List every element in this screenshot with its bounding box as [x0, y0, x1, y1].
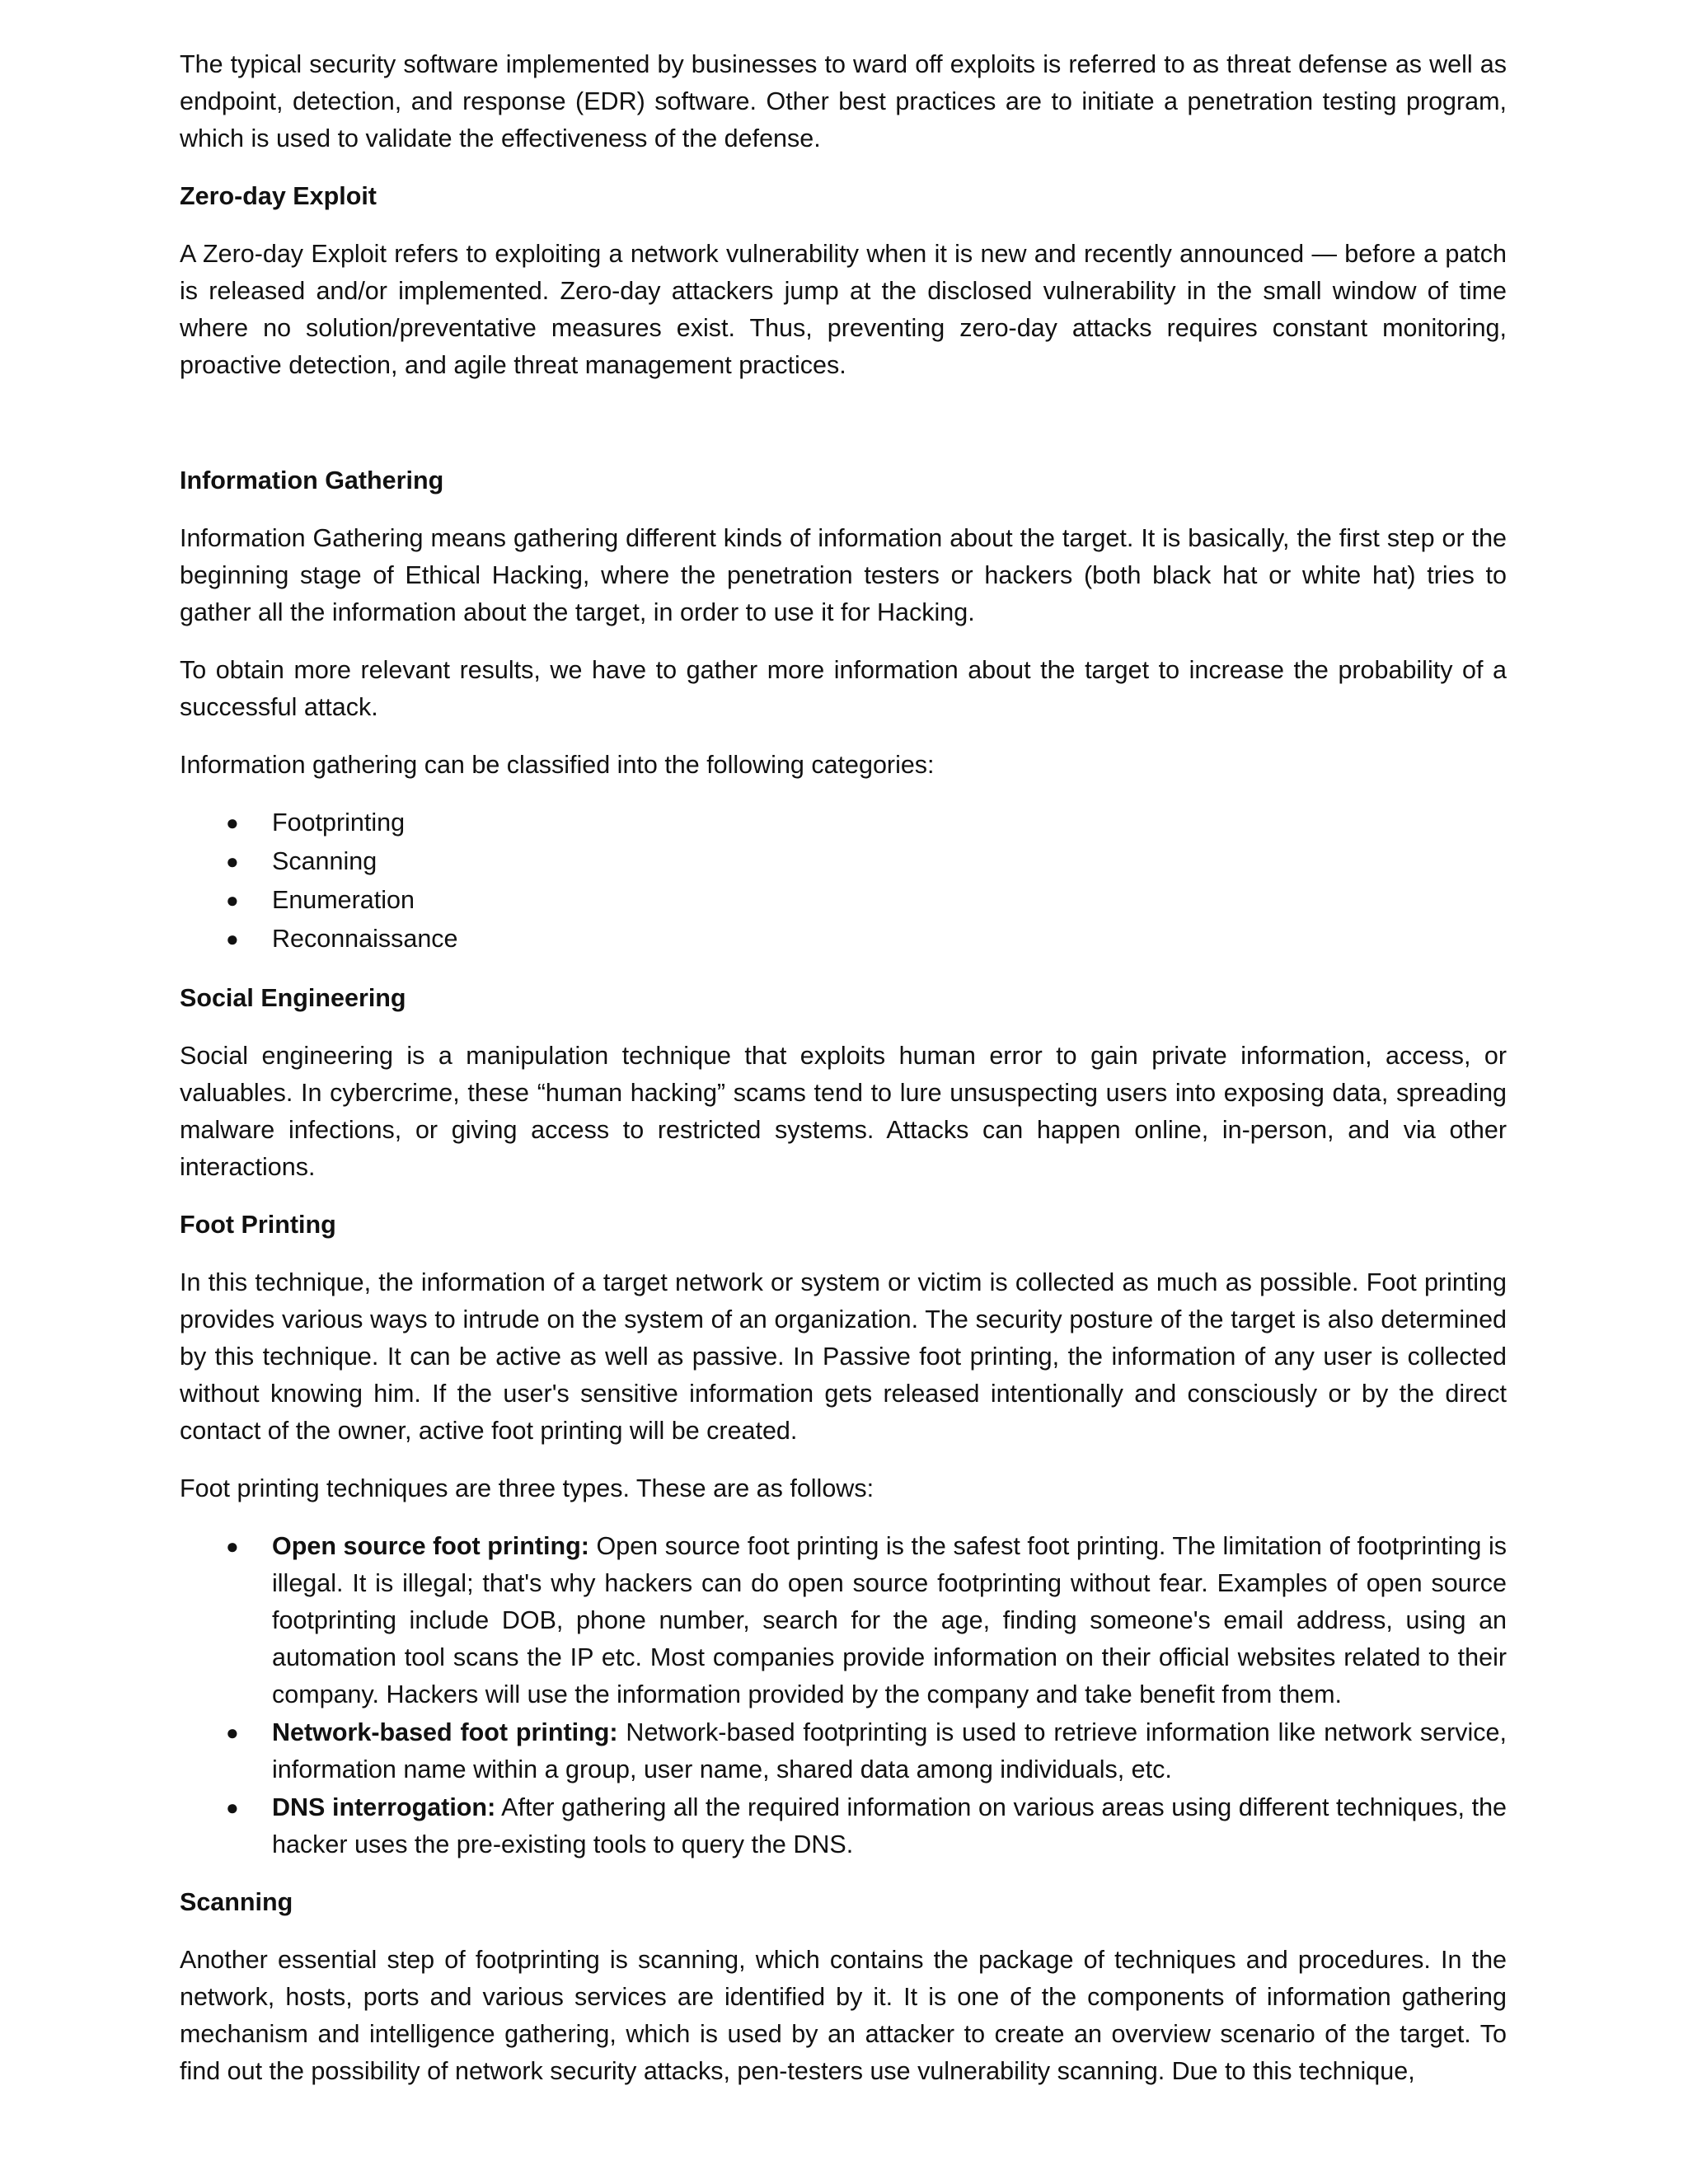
paragraph-zero-day: A Zero-day Exploit refers to exploiting a network vulnerability when it is new and recently announced — before a patch is released and/or implemented. Zero-day attackers jump at the disclosed vulnerability in the small window of time where no solution/preventative measures exist. Thus, preventing zero-day attacks requires constant monitoring, proactive detection, and agile threat management practices.	[180, 240, 1507, 379]
bullet-icon: ●	[226, 1720, 239, 1745]
list-item-text: Network-based footprinting is used to retrieve information like network service, information name within a group, user name, shared data among individuals, etc.	[272, 1718, 1507, 1783]
list-item-text: Open source foot printing is the safest foot printing. The limitation of footprinting is illegal. It is illegal; that's why hackers can do open source footprinting without fear. Examples of open source footprinting include DOB, phone number, search for the age, finding someone's email address, using an automation tool scans the IP etc. Most companies provide information on their official websites related to their company. Hackers will use the information provided by the company and take benefit from them.	[272, 1532, 1507, 1708]
paragraph-foot-printing: In this technique, the information of a target network or system or victim is collected as much as possible. Foot printing provides various ways to intrude on the system of an organization. The security posture of the target is also determined by this technique. It can be active as well as passive. In Passive foot printing, the information of any user is collected without knowing him. If the user's sensitive information gets released intentionally and consciously or by the direct contact of the owner, active foot printing will be created.	[180, 1268, 1507, 1445]
list-item-term: Open source foot printing:	[272, 1532, 589, 1560]
list-item-text: Reconnaissance	[272, 925, 458, 953]
heading-social-engineering: Social Engineering	[180, 984, 406, 1012]
paragraph-info-gathering-intro: Information Gathering means gathering different kinds of information about the target. It is basically, the first step or the beginning stage of Ethical Hacking, where the penetration testers or hackers (both black hat or white hat) tries to gather all the information about the target, in order to use it for Hacking.	[180, 524, 1507, 626]
heading-zero-day-exploit: Zero-day Exploit	[180, 182, 377, 210]
paragraph-info-gathering-results: To obtain more relevant results, we have to gather more information about the target to increase the probability of a successful attack.	[180, 656, 1507, 721]
heading-foot-printing: Foot Printing	[180, 1211, 336, 1239]
list-item-term: Network-based foot printing:	[272, 1718, 618, 1746]
heading-scanning: Scanning	[180, 1888, 293, 1916]
heading-information-gathering: Information Gathering	[180, 466, 444, 494]
paragraph-social-engineering: Social engineering is a manipulation technique that exploits human error to gain private information, access, or valuables. In cybercrime, these “human hacking” scams tend to lure unsuspecting users into exposing data, spreading malware infections, or giving access to restricted systems. Attacks can happen online, in-person, and via other interactions.	[180, 1042, 1507, 1181]
section-spacer	[180, 405, 1507, 462]
list-item	[180, 804, 1507, 843]
categories-list	[180, 804, 1507, 959]
bullet-icon: ●	[226, 810, 239, 835]
bullet-icon: ●	[226, 1534, 239, 1558]
list-item	[180, 1789, 1507, 1863]
bullet-icon: ●	[226, 926, 239, 951]
list-item-text: Enumeration	[272, 886, 415, 914]
bullet-icon: ●	[226, 1795, 239, 1820]
paragraph-edr: The typical security software implemented by businesses to ward off exploits is referred to as threat defense as well as endpoint, detection, and response (EDR) software. Other best practices are to initiate a penetration testing program, which is used to validate the effectiveness of the defense.	[180, 50, 1507, 152]
list-item-text: Footprinting	[272, 808, 406, 837]
list-item-text: After gathering all the required information on various areas using different techniques, the hacker uses the pre-existing tools to query the DNS.	[272, 1793, 1507, 1858]
paragraph-info-gathering-categories: Information gathering can be classified into the following categories:	[180, 751, 935, 779]
list-item	[180, 882, 1507, 921]
list-item-term: DNS interrogation:	[272, 1793, 496, 1821]
bullet-icon: ●	[226, 849, 239, 874]
paragraph-scanning: Another essential step of footprinting is scanning, which contains the package of techniques and procedures. In the network, hosts, ports and various services are identified by it. It is one of the components of information gathering mechanism and intelligence gathering, which is used by an attacker to create an overview scenario of the target. To find out the possibility of network security attacks, pen-testers use vulnerability scanning. Due to this technique,	[180, 1946, 1507, 2085]
list-item	[180, 843, 1507, 882]
list-item	[180, 1714, 1507, 1788]
bullet-icon: ●	[226, 888, 239, 912]
list-item	[180, 1528, 1507, 1713]
list-item	[180, 921, 1507, 959]
footprint-types-list	[180, 1528, 1507, 1863]
paragraph-foot-printing-types: Foot printing techniques are three types. These are as follows:	[180, 1474, 874, 1502]
list-item-text: Scanning	[272, 847, 377, 875]
document-body	[180, 46, 1507, 2111]
